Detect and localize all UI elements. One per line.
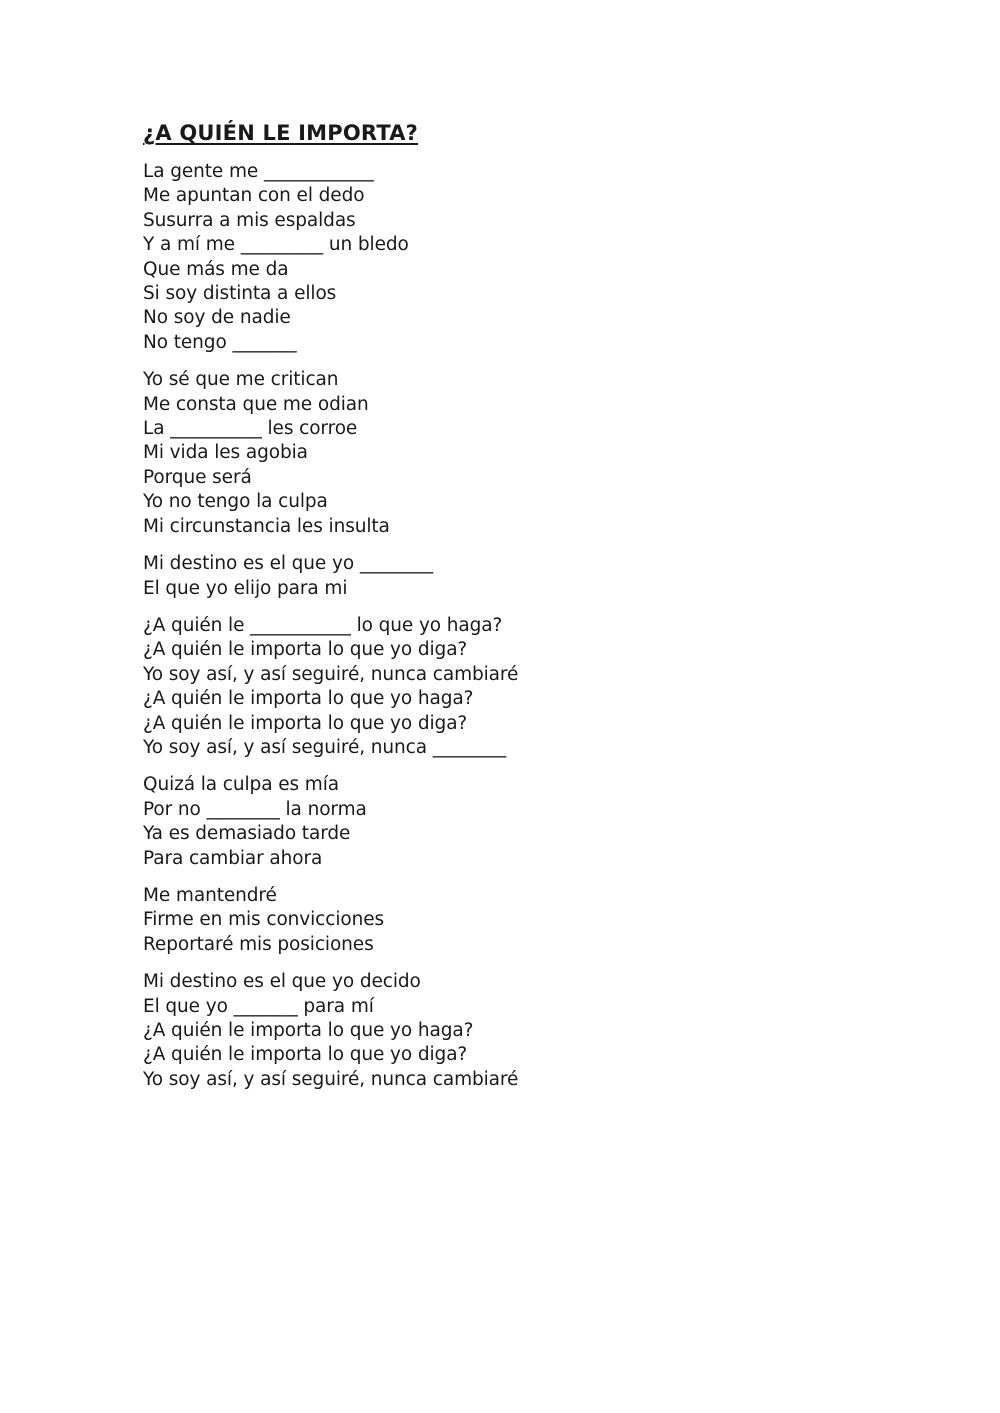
lyric-line: No soy de nadie [143,307,291,329]
lyric-line: Me mantendré [143,884,277,906]
lyric-line: Mi vida les agobia [143,442,308,464]
lyric-line: Me apuntan con el dedo [143,185,365,207]
lyric-line: Para cambiar ahora [143,847,323,869]
lyric-line: ¿A quién le importa lo que yo haga? [143,1020,474,1041]
lyric-line: ¿A quién le importa lo que yo diga? [143,639,468,661]
lyric-line: ¿A quién le importa lo que yo diga? [143,1044,468,1066]
lyric-line: Ya es demasiado tarde [143,823,351,845]
lyric-line: Y a mí me _________ un bledo [143,234,409,256]
lyric-line: ¿A quién le importa lo que yo diga? [143,712,468,734]
lyric-line: El que yo elijo para mi [143,577,348,599]
lyric-line: Reportaré mis posiciones [143,933,374,955]
lyric-line: El que yo _______ para mí [143,995,374,1017]
lyric-line: Mi destino es el que yo ________ [143,553,434,575]
lyric-line: ¿A quién le ___________ lo que yo haga? [143,614,503,636]
lyric-line: Si soy distinta a ellos [143,283,337,305]
lyric-line: Yo soy así, y así seguiré, nunca cambiaré [143,663,519,685]
lyric-line: Que más me da [143,258,289,280]
lyric-line: ¿A quién le importa lo que yo haga? [143,688,474,710]
song-title: ¿A QUIÉN LE IMPORTA? [143,121,419,145]
lyric-line: Por no ________ la norma [143,798,367,820]
stanza-2 [143,368,903,539]
lyric-line: Susurra a mis espaldas [143,209,356,231]
stanza-5 [143,773,903,871]
lyric-line: Yo soy así, y así seguiré, nunca ________ [143,736,506,758]
stanza-1 [143,160,903,355]
lyric-line: Porque será [143,466,252,488]
lyric-line: Yo no tengo la culpa [143,491,328,513]
stanza-7 [143,970,903,1092]
stanza-3 [143,552,903,601]
lyric-line: Mi destino es el que yo decido [143,971,421,993]
lyric-line: Mi circunstancia les insulta [143,515,390,537]
lyric-line: No tengo _______ [143,331,297,353]
lyric-line: La gente me ____________ [143,161,374,182]
stanza-4-chorus [143,614,903,760]
stanza-6 [143,884,903,957]
lyric-line: Firme en mis convicciones [143,909,385,931]
lyric-line: La __________ les corroe [143,418,358,440]
worksheet-page [143,118,903,1105]
lyric-line: Quizá la culpa es mía [143,774,340,796]
lyric-line: Yo soy así, y así seguiré, nunca cambiaré [143,1068,519,1090]
lyric-line: Yo sé que me critican [143,369,339,391]
lyric-line: Me consta que me odian [143,393,369,415]
